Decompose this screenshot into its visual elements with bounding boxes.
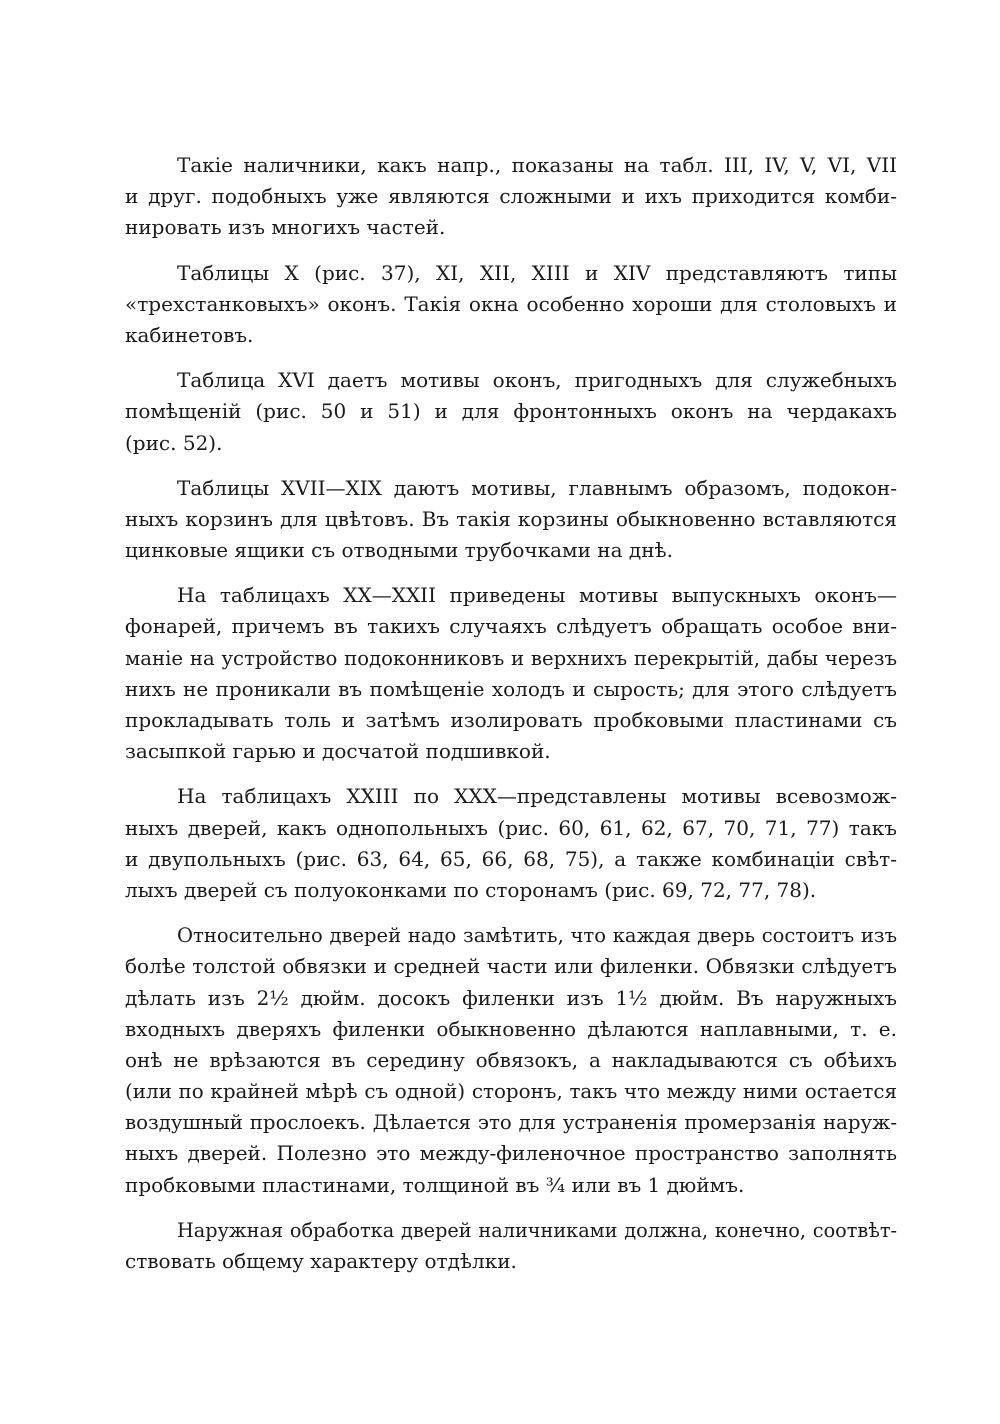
text-line: (или по крайней мѣрѣ съ одной) сторонъ, такъ что между ними остается <box>125 1080 897 1104</box>
text-line: помѣщеній (рис. 50 и 51) и для фронтонныхъ оконъ на чердакахъ <box>125 399 897 424</box>
text-line: Относительно дверей надо замѣтить, что каждая дверь состоитъ изъ <box>177 924 897 948</box>
text-line: ныхъ корзинъ для цвѣтовъ. Въ такія корзины обыкновенно вставляются <box>125 506 897 531</box>
body-text <box>125 150 897 1277</box>
text-line: фонарей, причемъ въ такихъ случаяхъ слѣдуетъ обращать особое вни- <box>125 614 897 639</box>
text-line: Таблицы XVII—XIX даютъ мотивы, главнымъ образомъ, подокон- <box>177 475 897 500</box>
text-line: нихъ не проникали въ помѣщеніе холодъ и сырость; для этого слѣдуетъ <box>125 676 897 701</box>
text-line: ныхъ дверей, какъ однопольныхъ (рис. 60, 61, 62, 67, 70, 71, 77) такъ <box>125 815 897 840</box>
text-line: Наружная обработка дверей наличниками должна, конечно, соотвѣт- <box>177 1218 897 1242</box>
text-line: Таблица XVI даетъ мотивы оконъ, пригодныхъ для служебныхъ <box>177 368 897 393</box>
text-line: цинковые ящики съ отводными трубочками на днѣ. <box>125 538 673 563</box>
text-line: ствовать общему характеру отдѣлки. <box>125 1249 517 1273</box>
paragraph-1 <box>125 150 897 244</box>
paragraph-7 <box>125 920 897 1201</box>
text-line: ныхъ дверей. Полезно это между-филеночное пространство заполнять <box>125 1141 897 1166</box>
text-line: Такіе наличники, какъ напр., показаны на табл. III, IV, V, VI, VII <box>177 153 897 177</box>
text-line: засыпкой гарью и досчатой подшивкой. <box>125 739 551 764</box>
text-line: лыхъ дверей съ полуоконками по сторонамъ (рис. 69, 72, 77, 78). <box>125 877 817 902</box>
paragraph-2 <box>125 258 897 352</box>
paragraph-8 <box>125 1215 897 1277</box>
text-line: кабинетовъ. <box>125 322 254 347</box>
paragraph-4 <box>125 473 897 567</box>
text-line: нировать изъ многихъ частей. <box>125 215 446 240</box>
text-line: маніе на устройство подоконниковъ и верхнихъ перекрытій, дабы черезъ <box>125 646 897 670</box>
text-line: и друг. подобныхъ уже являются сложными и ихъ приходится комби- <box>125 184 897 209</box>
text-line: На таблицахъ XX—XXII приведены мотивы выпускныхъ оконъ— <box>177 583 897 608</box>
text-line: воздушный прослоекъ. Дѣлается это для устраненія промерзанія наруж- <box>125 1111 897 1135</box>
text-line: прокладывать толь и затѣмъ изолировать пробковыми пластинами съ <box>125 708 897 732</box>
text-line: «трехстанковыхъ» оконъ. Такія окна особенно хороши для столовыхъ и <box>125 291 897 316</box>
text-line: пробковыми пластинами, толщиной въ ¾ или въ 1 дюймъ. <box>125 1172 745 1197</box>
text-line: входныхъ дверяхъ филенки обыкновенно дѣлаются наплавными, т. е. <box>125 1016 897 1041</box>
text-line: онѣ не врѣзаются въ середину обвязокъ, а накладываются съ обѣихъ <box>125 1047 897 1072</box>
paragraph-3 <box>125 365 897 459</box>
text-line: болѣе толстой обвязки и средней части или филенки. Обвязки слѣдуетъ <box>125 954 897 979</box>
paragraph-5 <box>125 580 897 767</box>
text-line: дѣлать изъ 2½ дюйм. досокъ филенки изъ 1½ дюйм. Въ наружныхъ <box>125 985 897 1010</box>
text-line: На таблицахъ XXIII по XXX—представлены мотивы всевозмож- <box>177 784 897 809</box>
paragraph-6 <box>125 781 897 906</box>
text-line: Таблицы X (рис. 37), XI, XII, XIII и XIV представляютъ типы <box>177 260 897 285</box>
text-line: (рис. 52). <box>125 430 223 455</box>
text-line: и двупольныхъ (рис. 63, 64, 65, 66, 68, 75), а также комбинаціи свѣт- <box>125 846 897 871</box>
